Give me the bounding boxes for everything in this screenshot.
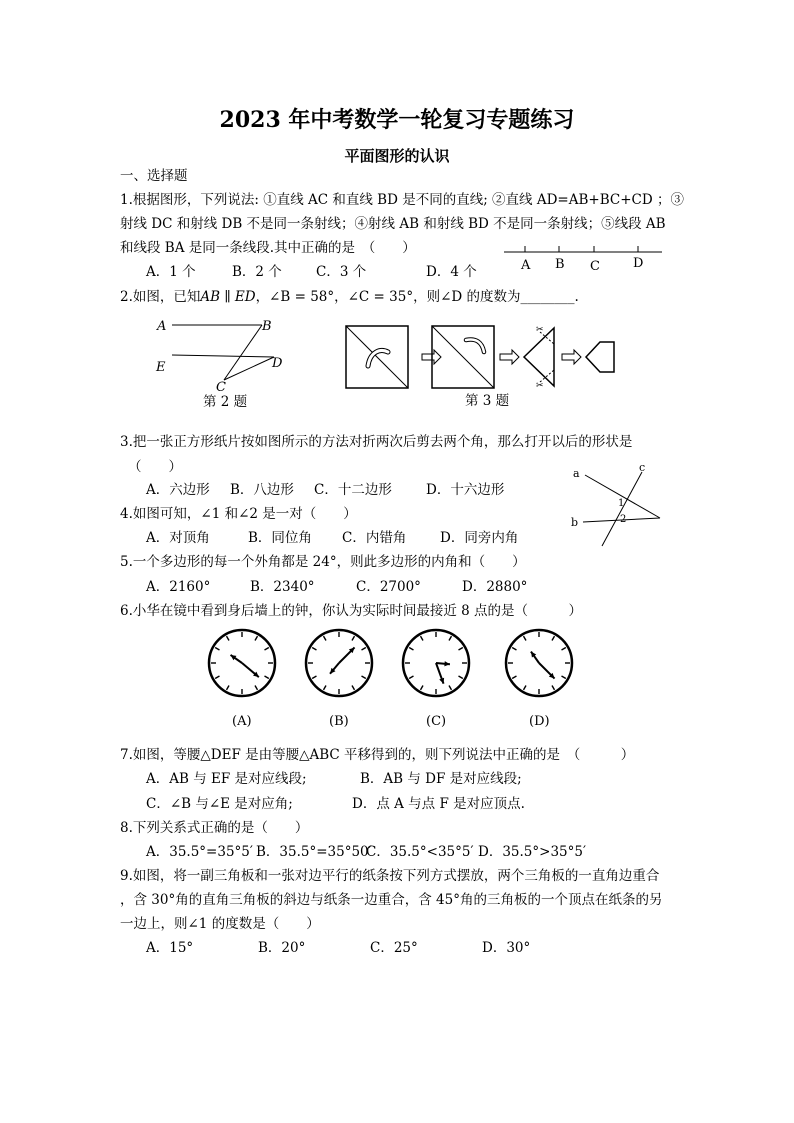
q9-option-a: A．15° — [146, 940, 194, 956]
clock-label: (A) — [232, 714, 252, 729]
q4-option-a: A．对顶角 — [146, 530, 210, 546]
q3-line1: 3.把一张正方形纸片按如图所示的方法对折两次后剪去两个角，那么打开以后的形状是 — [120, 434, 633, 450]
q4-option-b: B．同位角 — [248, 530, 312, 546]
clock-b — [306, 630, 372, 729]
q3-option-c: C．十二边形 — [314, 482, 392, 498]
q3-figure — [340, 322, 625, 394]
page-subtitle: 平面图形的认识 — [344, 147, 450, 165]
q3-line2: （ ） — [128, 459, 182, 475]
q2-label-b: B — [262, 319, 272, 334]
q7-option-d: D．点 A 与点 F 是对应顶点. — [352, 796, 525, 812]
q1-option-b: B．2 个 — [232, 264, 282, 280]
q4-option-c: C．内错角 — [342, 530, 407, 546]
q2-text — [120, 286, 579, 308]
q3-fold-line — [346, 326, 408, 388]
clock-c — [403, 630, 469, 729]
clock-label: (C) — [426, 714, 447, 729]
q1-label-b: B — [555, 257, 565, 272]
q4-option-d: D．同旁内角 — [440, 530, 519, 546]
section-heading: 一、选择题 — [120, 168, 188, 184]
q4-label-c: c — [639, 461, 646, 474]
q3-result-shape — [586, 342, 614, 372]
q2-label-c: C — [216, 380, 226, 395]
q1-label-a: A — [521, 258, 531, 273]
q4-text: 4.如图可知，∠1 和∠2 是一对（ ） — [120, 506, 357, 522]
q1-option-a: A．1 个 — [146, 264, 196, 280]
q3-step-arrow-3 — [562, 350, 581, 364]
q3-option-a: A．六边形 — [146, 482, 210, 498]
q6-clocks — [205, 625, 590, 735]
q1-label-d: D — [633, 256, 644, 271]
q1-line-figure — [500, 238, 670, 276]
q2-segment-ed — [172, 355, 274, 357]
q2-caption: 第 2 题 — [203, 394, 248, 410]
q4-line-a — [585, 475, 660, 518]
q1-label-c: C — [590, 259, 600, 274]
q2-suffix: ，则∠D 的度数为________. — [413, 289, 579, 305]
q7-option-c: C．∠B 与∠E 是对应角; — [146, 796, 293, 812]
q4-figure — [565, 460, 665, 550]
q9-line2: ，含 30°角的直角三角板的斜边与纸条一边重合，含 45°角的三角板的一个顶点在纸条的另 — [120, 892, 663, 908]
clock-label: (D) — [529, 714, 550, 729]
page-title: 2023 年中考数学一轮复习专题练习 — [219, 107, 575, 133]
q2-parallel: AB ∥ ED — [200, 289, 256, 305]
q3-caption: 第 3 题 — [465, 393, 510, 409]
q5-option-c: C．2700° — [356, 579, 421, 595]
q5-option-b: B．2340° — [250, 579, 315, 595]
q2-label-d: D — [272, 356, 283, 371]
q1-line1: 1.根据图形，下列说法: ①直线 AC 和直线 BD 是不同的直线; ②直线 AD=AB+BC+CD ；③ — [120, 192, 684, 208]
q9-option-d: D．30° — [482, 940, 531, 956]
q2-figure — [150, 315, 300, 395]
q2-prefix: 2.如图，已知 — [120, 289, 201, 305]
q5-option-d: D．2880° — [462, 579, 528, 595]
q7-option-b: B．AB 与 DF 是对应线段; — [360, 771, 522, 787]
q9-option-c: C．25° — [370, 940, 418, 956]
q4-label-a: a — [573, 467, 580, 480]
clock-label: (B) — [329, 714, 349, 729]
q1-line3: 和线段 BA 是同一条线段.其中正确的是 （ ） — [120, 240, 416, 256]
q5-option-a: A．2160° — [146, 579, 211, 595]
q3-step-arrow-2 — [500, 350, 519, 364]
clock-a — [209, 630, 275, 729]
q9-line1: 9.如图，将一副三角板和一张对边平行的纸条按下列方式摆放，两个三角板的一直角边重合 — [120, 868, 660, 884]
q2-label-e: E — [156, 360, 166, 375]
q7-option-a: A．AB 与 EF 是对应线段; — [146, 771, 307, 787]
q8-option-a: A．35.5°=35°5′ — [146, 844, 253, 860]
q3-option-d: D．十六边形 — [426, 482, 505, 498]
q1-option-c: C．3 个 — [316, 264, 367, 280]
q1-option-d: D．4 个 — [426, 264, 477, 280]
q6-text: 6.小华在镜中看到身后墙上的钟，你认为实际时间最接近 8 点的是（ ） — [120, 603, 583, 619]
clock-d — [506, 630, 572, 729]
q8-option-d: D．35.5°>35°5′ — [478, 844, 587, 860]
q1-line2: 射线 DC 和射线 DB 不是同一条射线；④射线 AB 和射线 BD 不是同一条射线；⑤线段 AB — [120, 216, 666, 232]
q9-line3: 一边上，则∠1 的度数是（ ） — [120, 916, 320, 932]
q8-option-b: B．35.5°=35°50′ — [256, 844, 372, 860]
q3-scissors-icon-2: ✂ — [536, 381, 544, 391]
q4-label-1: 1 — [618, 498, 625, 509]
q3-scissors-icon: ✂ — [536, 325, 544, 335]
q4-label-b: b — [571, 516, 579, 529]
q5-text: 5.一个多边形的每一个外角都是 24°，则此多边形的内角和（ ） — [120, 554, 526, 570]
q8-text: 8.下列关系式正确的是（ ） — [120, 820, 309, 836]
q2-label-a: A — [157, 319, 167, 334]
q7-text: 7.如图，等腰△DEF 是由等腰△ABC 平移得到的，则下列说法中正确的是 （ ） — [120, 747, 635, 763]
q8-option-c: C．35.5°<35°5′ — [366, 844, 474, 860]
q2-angle-b: ，∠B = 58° — [255, 289, 335, 305]
q4-label-2: 2 — [620, 514, 627, 525]
q3-folded-triangle — [524, 328, 554, 386]
q9-option-b: B．20° — [258, 940, 306, 956]
q3-option-b: B．八边形 — [230, 482, 294, 498]
q2-angle-c: ，∠C = 35° — [334, 289, 414, 305]
q4-line-c — [602, 472, 642, 546]
